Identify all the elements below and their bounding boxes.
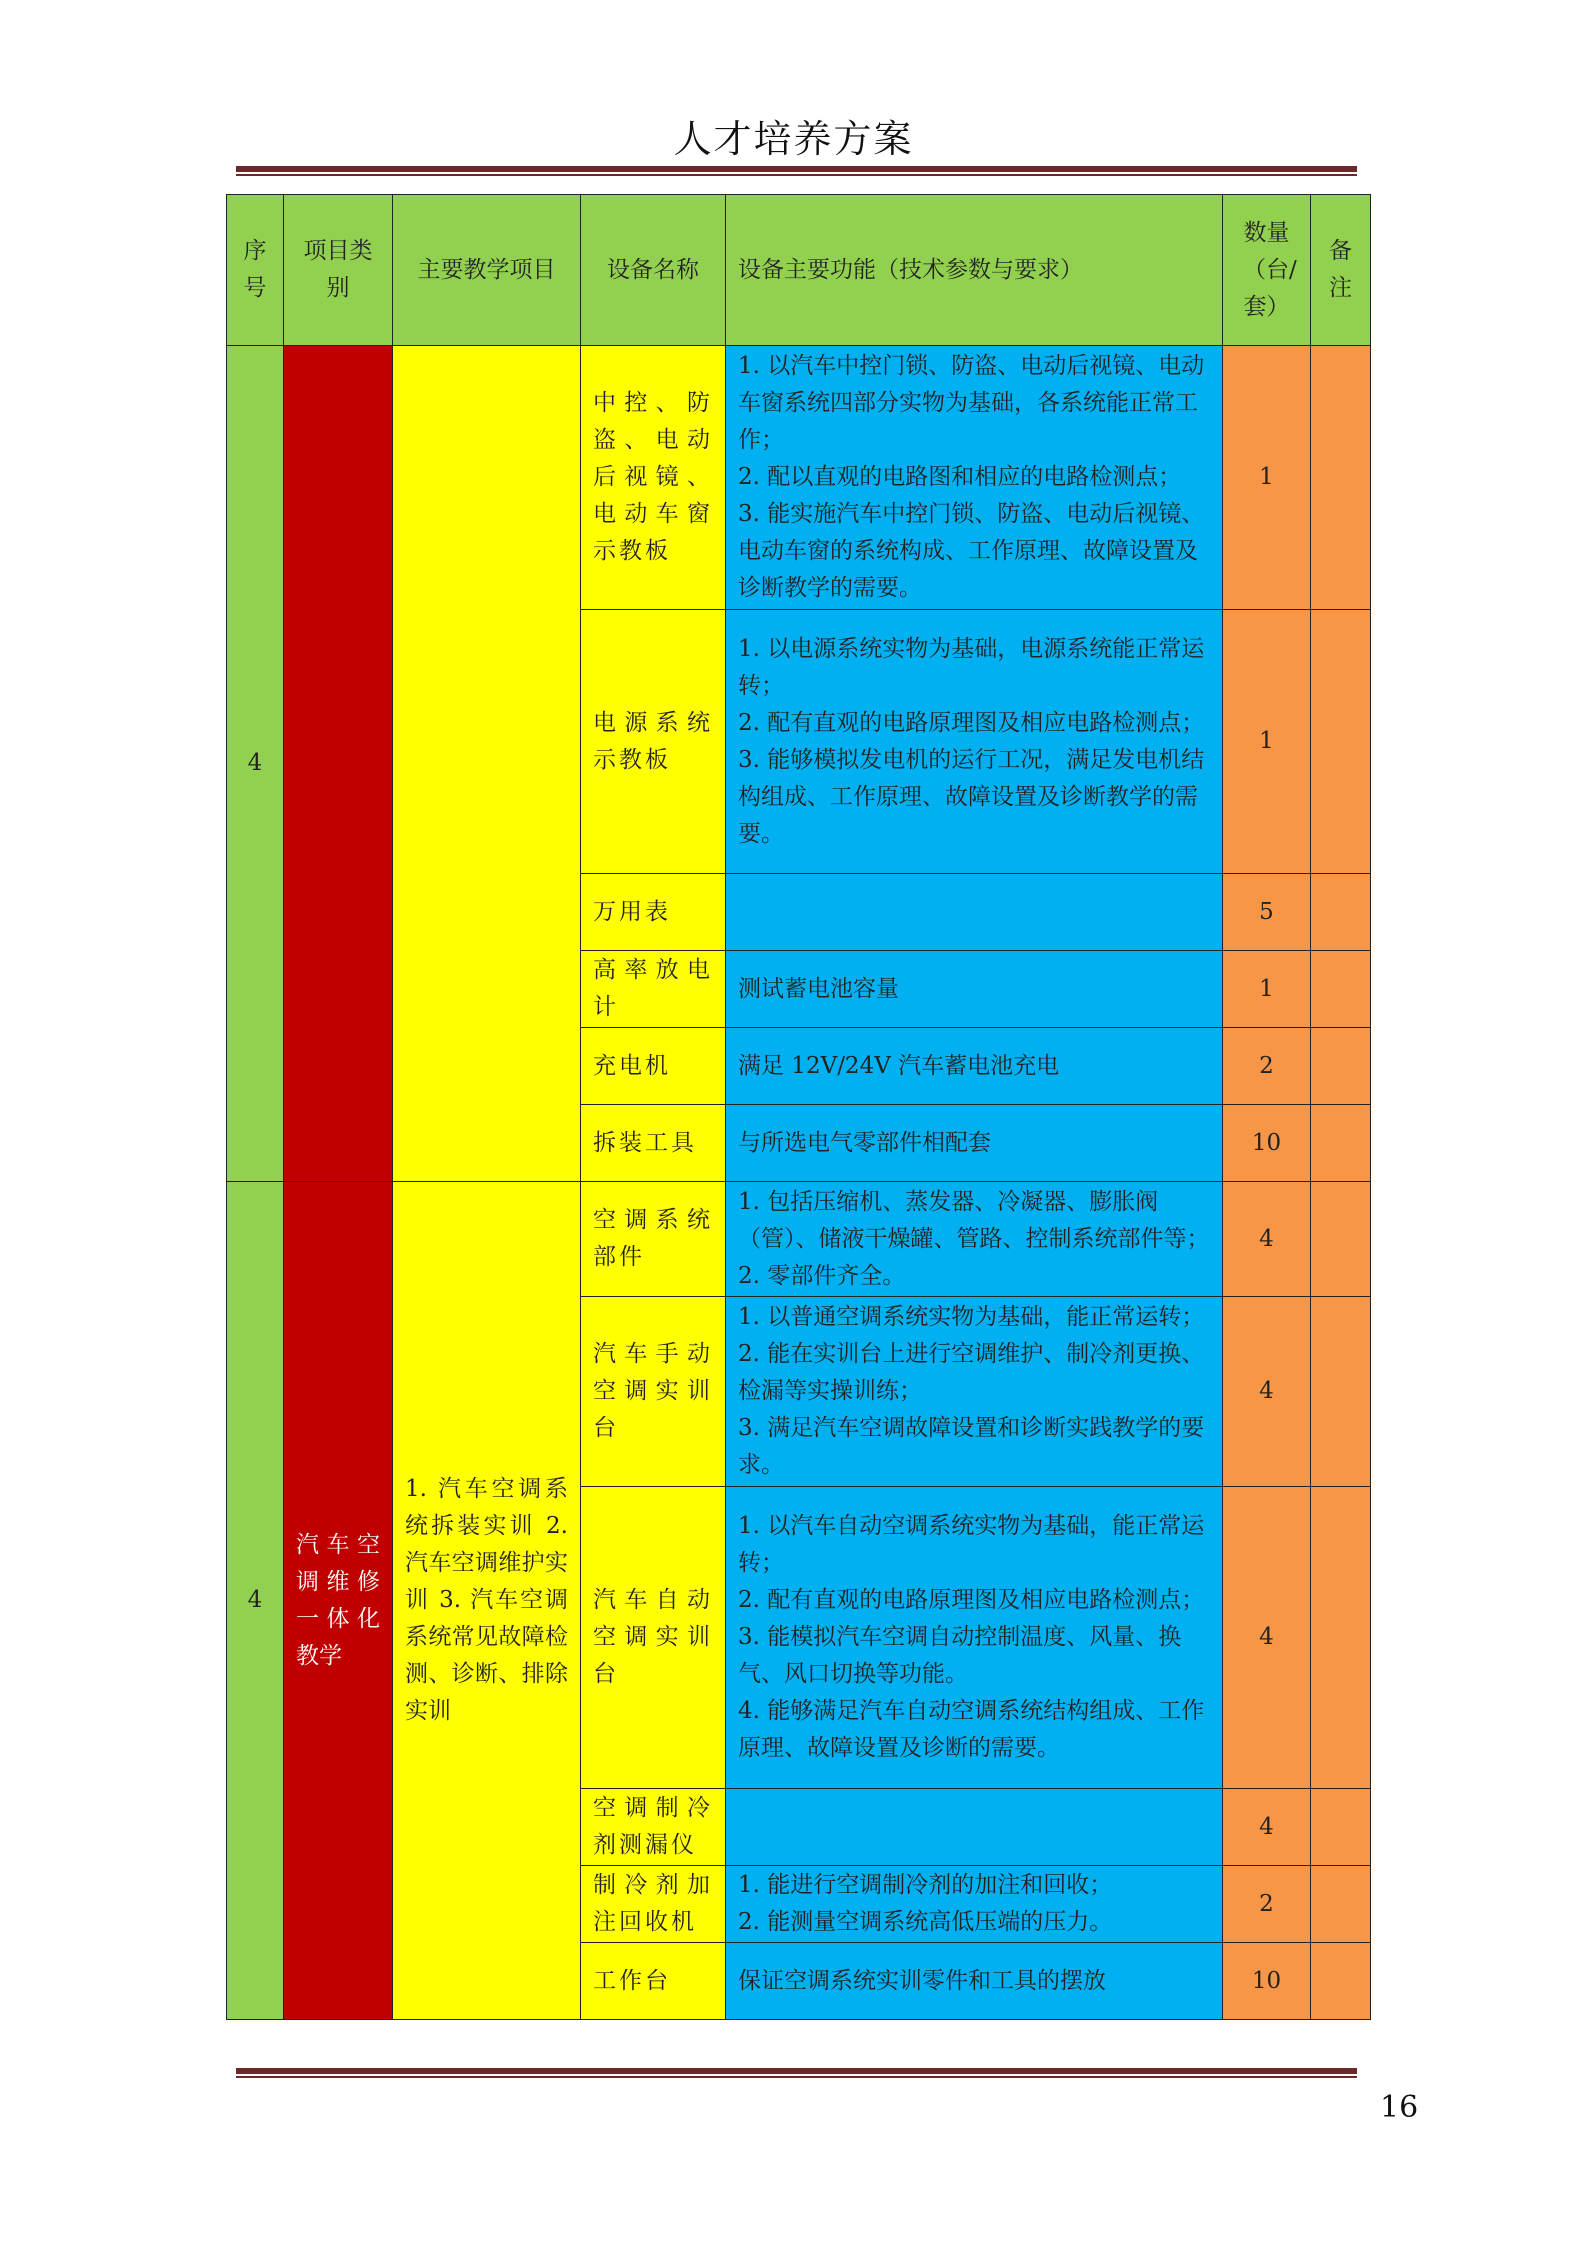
function-line: 1. 包括压缩机、蒸发器、冷凝器、膨胀阀（管）、储液干燥罐、管路、控制系统部件等；: [738, 1188, 1210, 1252]
device-function-cell: [726, 1789, 1223, 1866]
quantity-cell: 10: [1223, 1943, 1311, 2020]
device-name-cell: 工作台: [581, 1943, 726, 2020]
header-category: 项目类别: [284, 195, 393, 346]
quantity-cell: 4: [1223, 1297, 1311, 1487]
remark-cell: [1311, 1789, 1371, 1866]
quantity-cell: 1: [1223, 346, 1311, 610]
table-row: [227, 346, 1371, 610]
quantity-cell: 4: [1223, 1182, 1311, 1297]
device-name-cell: 拆装工具: [581, 1105, 726, 1182]
device-function-cell: [726, 1866, 1223, 1943]
quantity-cell: 5: [1223, 874, 1311, 951]
footer-rule: [236, 2068, 1357, 2080]
teaching-items-cell: 1. 汽车空调系统拆装实训 2. 汽车空调维护实训 3. 汽车空调系统常见故障检测、诊断、排除实训: [393, 1182, 581, 2020]
header-teaching-items: 主要教学项目: [393, 195, 581, 346]
table-row: [227, 1182, 1371, 1297]
device-name-cell: 汽车手动空调实训台: [581, 1297, 726, 1487]
device-function-cell: 与所选电气零部件相配套: [726, 1105, 1223, 1182]
header-device-function: 设备主要功能（技术参数与要求）: [726, 195, 1223, 346]
function-line: 3. 能够模拟发电机的运行工况，满足发电机结构组成、工作原理、故障设置及诊断教学的需要。: [738, 746, 1205, 847]
page-header-title: 人才培养方案: [673, 117, 914, 161]
device-function-cell: 测试蓄电池容量: [726, 951, 1223, 1028]
table-header-row: [227, 195, 1371, 346]
device-function-cell: 满足 12V/24V 汽车蓄电池充电: [726, 1028, 1223, 1105]
remark-cell: [1311, 1943, 1371, 2020]
function-line: 1. 能进行空调制冷剂的加注和回收；: [738, 1872, 1113, 1898]
quantity-cell: 4: [1223, 1789, 1311, 1866]
function-line: 2. 能测量空调系统高低压端的压力。: [738, 1909, 1113, 1935]
device-function-cell: [726, 346, 1223, 610]
function-line: 3. 能实施汽车中控门锁、防盗、电动后视镜、电动车窗的系统构成、工作原理、故障设置及诊断教学的需要。: [738, 501, 1205, 601]
quantity-cell: 1: [1223, 610, 1311, 874]
quantity-cell: 2: [1223, 1028, 1311, 1105]
device-name-cell: 制冷剂加注回收机: [581, 1866, 726, 1943]
seq-cell: 4: [227, 346, 284, 1182]
device-function-cell: [726, 874, 1223, 951]
header-remark: 备注: [1311, 195, 1371, 346]
device-function-cell: [726, 610, 1223, 874]
remark-cell: [1311, 1487, 1371, 1789]
remark-cell: [1311, 346, 1371, 610]
seq-cell: 4: [227, 1182, 284, 2020]
remark-cell: [1311, 1028, 1371, 1105]
device-name-cell: 空调制冷剂测漏仪: [581, 1789, 726, 1866]
remark-cell: [1311, 874, 1371, 951]
header-seq: 序号: [227, 195, 284, 346]
device-function-cell: [726, 1182, 1223, 1297]
device-name-cell: 汽车自动空调实训台: [581, 1487, 726, 1789]
function-line: 2. 配有直观的电路原理图及相应电路检测点；: [738, 709, 1205, 736]
function-line: 2. 配有直观的电路原理图及相应电路检测点；: [738, 1587, 1205, 1613]
function-line: 2. 配以直观的电路图和相应的电路检测点；: [738, 464, 1182, 490]
function-line: 1. 以电源系统实物为基础，电源系统能正常运转；: [738, 635, 1205, 699]
device-function-cell: 保证空调系统实训零件和工具的摆放: [726, 1943, 1223, 2020]
device-function-cell: [726, 1487, 1223, 1789]
device-name-cell: 高率放电计: [581, 951, 726, 1028]
device-name-cell: 空调系统部件: [581, 1182, 726, 1297]
remark-cell: [1311, 1182, 1371, 1297]
function-line: 4. 能够满足汽车自动空调系统结构组成、工作原理、故障设置及诊断的需要。: [738, 1698, 1205, 1761]
function-line: 2. 能在实训台上进行空调维护、制冷剂更换、检漏等实操训练；: [738, 1341, 1205, 1404]
header-rule: [236, 166, 1357, 178]
remark-cell: [1311, 1866, 1371, 1943]
equipment-table: [226, 194, 1371, 2020]
function-line: 2. 零部件齐全。: [738, 1262, 906, 1289]
function-line: 3. 满足汽车空调故障设置和诊断实践教学的要求。: [738, 1415, 1205, 1478]
device-name-cell: 充电机: [581, 1028, 726, 1105]
quantity-cell: 2: [1223, 1866, 1311, 1943]
device-function-cell: [726, 1297, 1223, 1487]
quantity-cell: 10: [1223, 1105, 1311, 1182]
header-quantity: 数量（台/套）: [1223, 195, 1311, 346]
page-number: 16: [1380, 2090, 1419, 2125]
function-line: 1. 以普通空调系统实物为基础，能正常运转；: [738, 1304, 1205, 1330]
device-name-cell: 中控、防盗、电动后视镜、电动车窗示教板: [581, 346, 726, 610]
quantity-cell: 4: [1223, 1487, 1311, 1789]
header-device-name: 设备名称: [581, 195, 726, 346]
function-line: 3. 能模拟汽车空调自动控制温度、风量、换气、风口切换等功能。: [738, 1624, 1182, 1687]
remark-cell: [1311, 1297, 1371, 1487]
remark-cell: [1311, 1105, 1371, 1182]
remark-cell: [1311, 610, 1371, 874]
quantity-cell: 1: [1223, 951, 1311, 1028]
function-line: 1. 以汽车中控门锁、防盗、电动后视镜、电动车窗系统四部分实物为基础，各系统能正常工作；: [738, 353, 1205, 453]
device-name-cell: 万用表: [581, 874, 726, 951]
teaching-items-cell: [393, 346, 581, 1182]
device-name-cell: 电源系统示教板: [581, 610, 726, 874]
remark-cell: [1311, 951, 1371, 1028]
function-line: 1. 以汽车自动空调系统实物为基础，能正常运转；: [738, 1513, 1205, 1576]
category-cell: 汽车空调维修一体化教学: [284, 1182, 393, 2020]
category-cell: [284, 346, 393, 1182]
